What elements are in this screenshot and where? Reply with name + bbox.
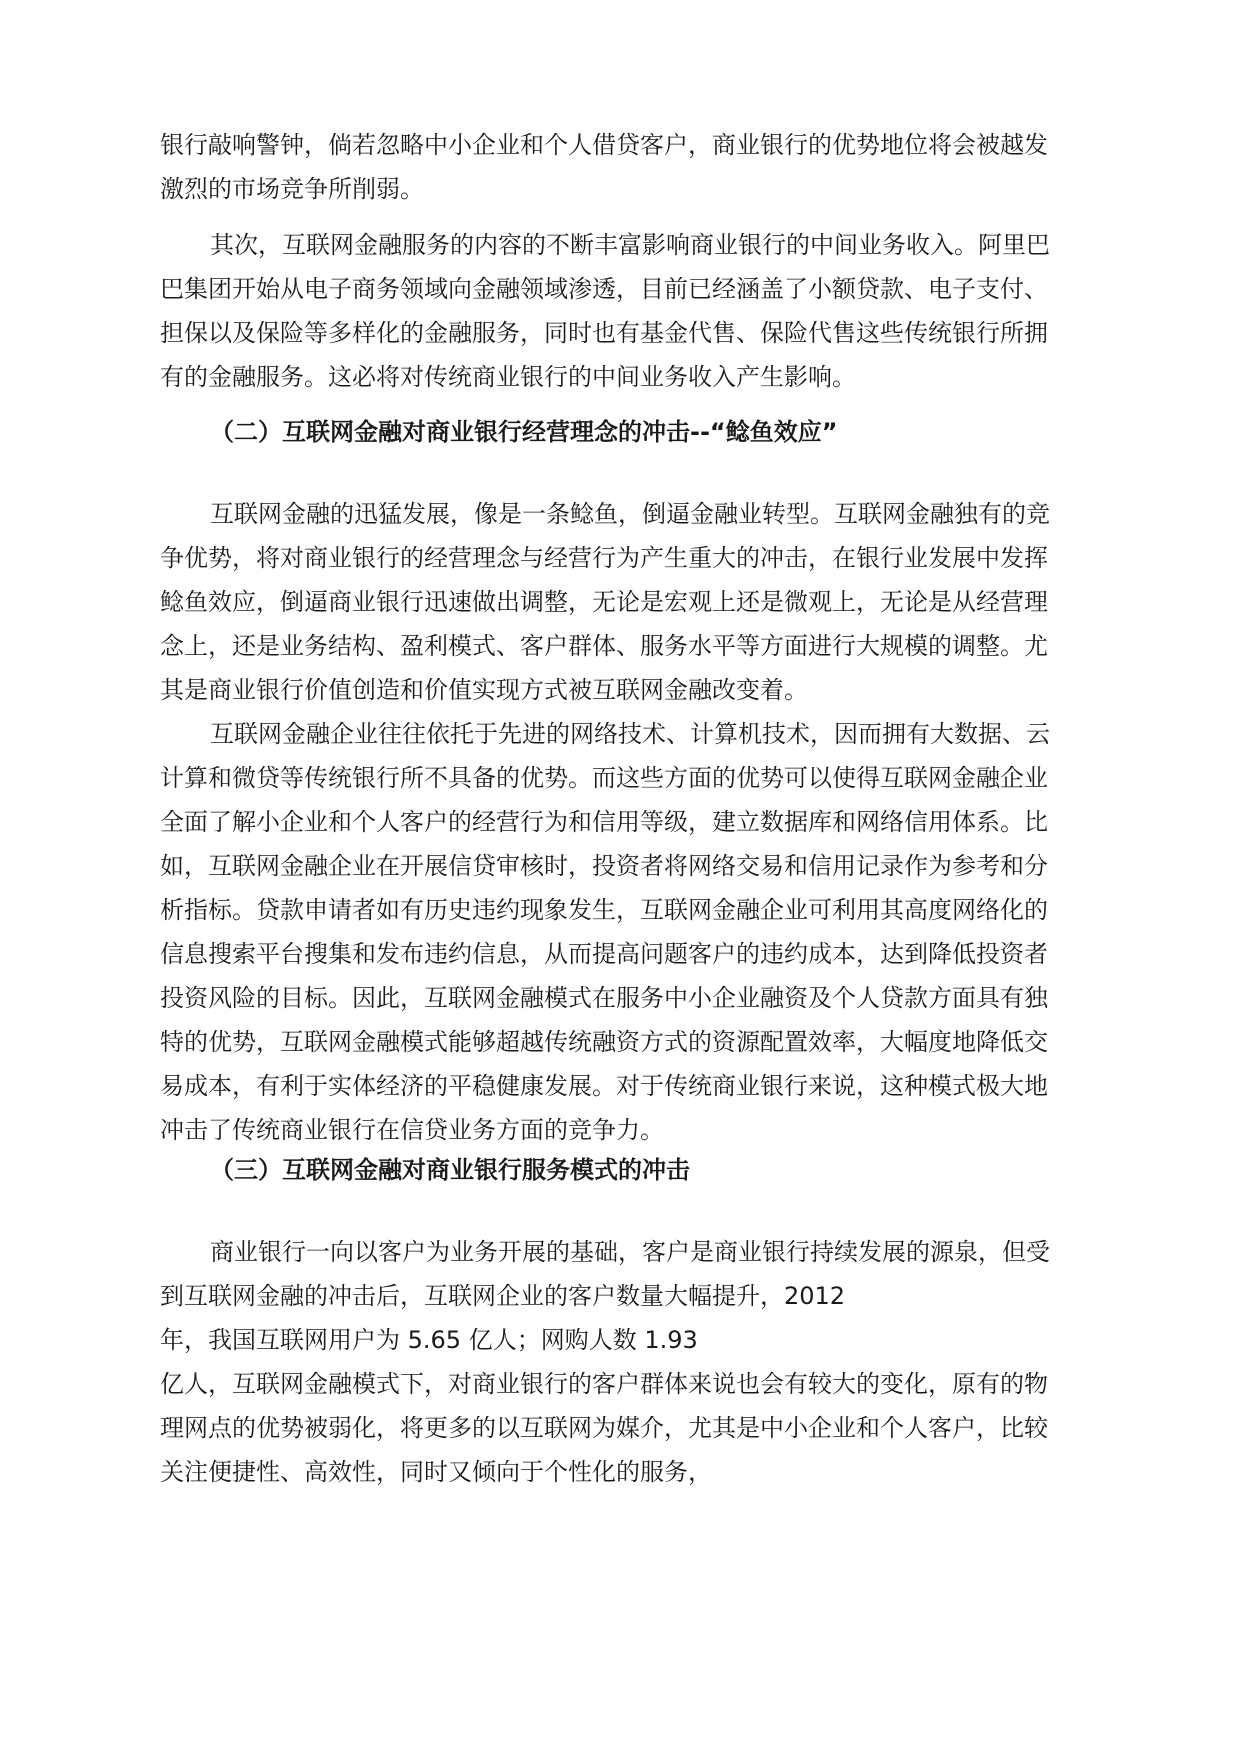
- text-line: 互联网金融的迅猛发展，像是一条鲶鱼，倒逼金融业转型。互联网金融独有的竞: [210, 500, 1050, 528]
- text-line: 全面了解小企业和个人客户的经营行为和信用等级，建立数据库和网络信用体系。比: [160, 808, 1048, 836]
- text-line: 商业银行一向以客户为业务开展的基础，客户是商业银行持续发展的源泉，但受: [210, 1238, 1050, 1266]
- text-line: 冲击了传统商业银行在信贷业务方面的竞争力。: [160, 1116, 664, 1144]
- text-line: 信息搜索平台搜集和发布违约信息，从而提高问题客户的违约成本，达到降低投资者: [160, 940, 1048, 968]
- paragraph: [160, 223, 1080, 399]
- text-line: 理网点的优势被弱化，将更多的以互联网为媒介，尤其是中小企业和个人客户，比较: [160, 1414, 1048, 1442]
- text-line: 互联网金融企业往往依托于先进的网络技术、计算机技术，因而拥有大数据、云: [210, 720, 1050, 748]
- text-line: 争优势，将对商业银行的经营理念与经营行为产生重大的冲击，在银行业发展中发挥: [160, 544, 1048, 572]
- section-heading: （三）互联网金融对商业银行服务模式的冲击: [210, 1156, 690, 1184]
- text-line: 析指标。贷款申请者如有历史违约现象发生，互联网金融企业可利用其高度网络化的: [160, 896, 1048, 924]
- section-heading: （二）互联网金融对商业银行经营理念的冲击--“鲶鱼效应”: [210, 418, 838, 446]
- text-line: 计算和微贷等传统银行所不具备的优势。而这些方面的优势可以使得互联网金融企业: [160, 764, 1048, 792]
- text-line: 特的优势，互联网金融模式能够超越传统融资方式的资源配置效率，大幅度地降低交: [160, 1028, 1048, 1056]
- text-line: 年，我国互联网用户为 5.65 亿人；网购人数 1.93: [160, 1326, 698, 1354]
- text-line: 如，互联网金融企业在开展信贷审核时，投资者将网络交易和信用记录作为参考和分: [160, 852, 1048, 880]
- paragraph: [160, 492, 1080, 712]
- text-line: 银行敲响警钟，倘若忽略中小企业和个人借贷客户，商业银行的优势地位将会被越发: [160, 131, 1048, 159]
- text-line: 其是商业银行价值创造和价值实现方式被互联网金融改变着。: [160, 676, 808, 704]
- text-line: 有的金融服务。这必将对传统商业银行的中间业务收入产生影响。: [160, 363, 856, 391]
- text-line: 易成本，有利于实体经济的平稳健康发展。对于传统商业银行来说，这种模式极大地: [160, 1072, 1048, 1100]
- text-line: 鲶鱼效应，倒逼商业银行迅速做出调整，无论是宏观上还是微观上，无论是从经营理: [160, 588, 1048, 616]
- text-line: 念上，还是业务结构、盈利模式、客户群体、服务水平等方面进行大规模的调整。尤: [160, 632, 1048, 660]
- paragraph: [160, 712, 1080, 1152]
- text-line: 巴集团开始从电子商务领域向金融领域渗透，目前已经涵盖了小额贷款、电子支付、: [160, 275, 1048, 303]
- text-line: 投资风险的目标。因此，互联网金融模式在服务中小企业融资及个人贷款方面具有独: [160, 984, 1048, 1012]
- paragraph: [160, 123, 1080, 211]
- text-line: 到互联网金融的冲击后，互联网企业的客户数量大幅提升，2012: [160, 1282, 846, 1310]
- paragraph: [160, 1230, 1080, 1494]
- text-line: 担保以及保险等多样化的金融服务，同时也有基金代售、保险代售这些传统银行所拥: [160, 319, 1048, 347]
- text-line: 其次，互联网金融服务的内容的不断丰富影响商业银行的中间业务收入。阿里巴: [210, 231, 1050, 259]
- text-line: 亿人，互联网金融模式下，对商业银行的客户群体来说也会有较大的变化，原有的物: [160, 1370, 1048, 1398]
- text-line: 激烈的市场竞争所削弱。: [160, 175, 424, 203]
- text-line: 关注便捷性、高效性，同时又倾向于个性化的服务，: [160, 1458, 712, 1486]
